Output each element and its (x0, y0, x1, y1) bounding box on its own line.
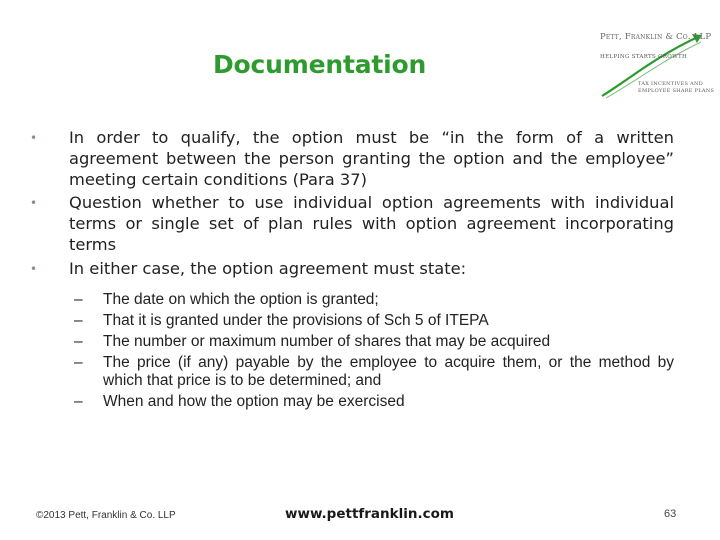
sub-bullet-text: The number or maximum number of shares that may be acquired (103, 333, 551, 350)
sub-bullet-text: When and how the option may be exercised (103, 392, 405, 410)
sub-bullet-list (74, 291, 674, 414)
bullet-item (30, 259, 674, 280)
bullet-marker: • (30, 196, 38, 211)
logo-tagline: HELPING STARTS GROWTH (600, 54, 688, 60)
dash-marker: – (74, 392, 83, 410)
sub-bullet-item (74, 333, 674, 351)
sub-bullet-item (74, 291, 674, 309)
bullet-item (30, 193, 674, 255)
sub-bullet-item (74, 312, 674, 330)
logo-subline (638, 81, 716, 95)
dash-marker: – (74, 291, 83, 308)
page-number: 63 (664, 508, 677, 520)
sub-bullet-text: The date on which the option is granted; (103, 291, 379, 308)
sub-bullet-text: That it is granted under the provisions of Sch 5 of ITEPA (103, 312, 489, 329)
bullet-marker: • (30, 261, 38, 276)
sub-bullet-item (74, 354, 674, 389)
footer-copyright: ©2013 Pett, Franklin & Co. LLP (36, 510, 176, 521)
bullet-list (30, 128, 674, 283)
dash-marker: – (74, 354, 83, 371)
sub-bullet-item (74, 393, 674, 411)
logo-subline-1: TAX INCENTIVES AND (638, 81, 704, 87)
bullet-item (30, 128, 674, 190)
logo-subline-2: EMPLOYEE SHARE PLANS (638, 88, 715, 94)
sub-bullet-text: The price (if any) payable by the employee to acquire them, or the method by which that price is to be determined; and (103, 354, 674, 389)
growth-arrow-icon (588, 10, 718, 110)
slide-title: Documentation (213, 50, 427, 79)
bullet-text: In either case, the option agreement must state: (69, 258, 467, 278)
footer-url-link[interactable]: www.pettfranklin.com (285, 506, 454, 522)
company-logo (588, 10, 718, 110)
dash-marker: – (74, 312, 83, 329)
bullet-text: In order to qualify, the option must be “in the form of a written agreement between the person granting the option and the employee” meeting certain conditions (Para 37) (69, 128, 674, 189)
logo-firm-name: Pett, Franklin & Co. LLP (600, 32, 712, 42)
bullet-marker: • (30, 131, 38, 145)
dash-marker: – (74, 333, 83, 350)
bullet-text: Question whether to use individual option agreements with individual terms or single set of plan rules with option agreement incorporating terms (69, 193, 674, 254)
